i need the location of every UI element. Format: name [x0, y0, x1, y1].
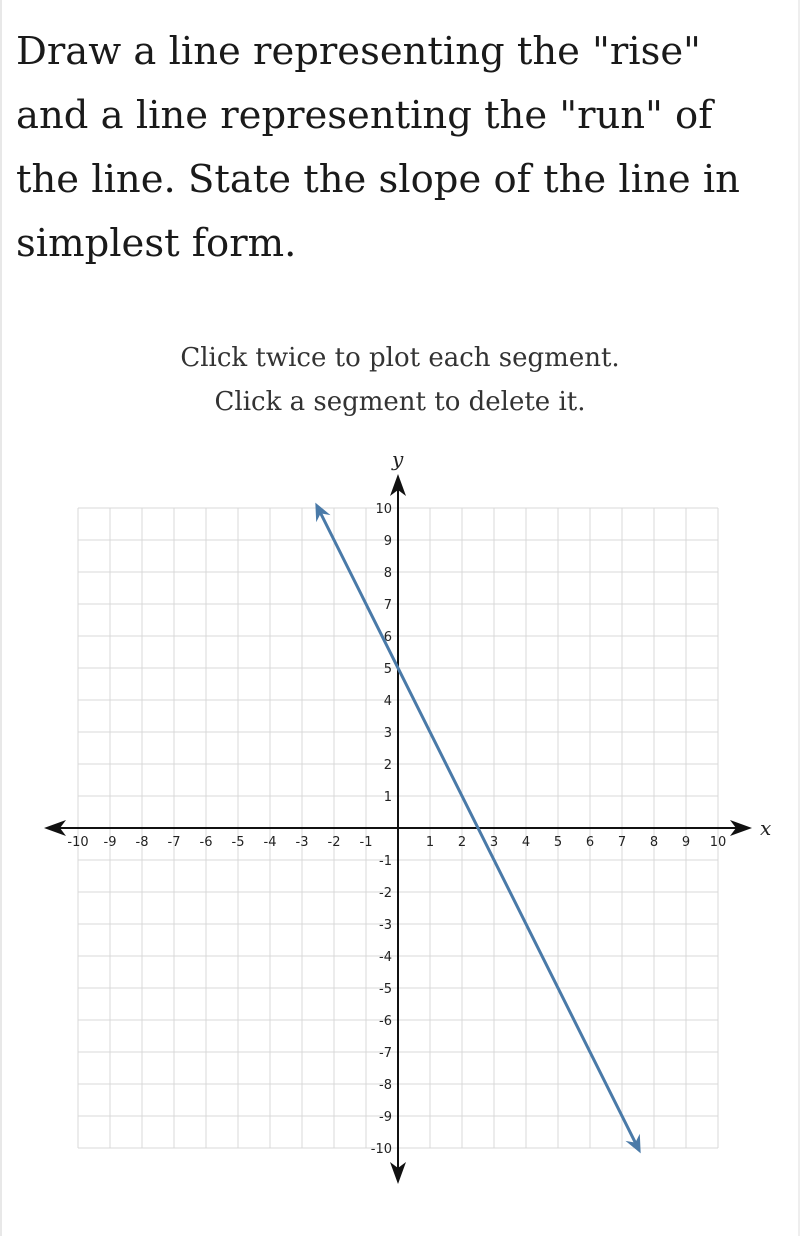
y-tick-label: -10	[370, 1142, 392, 1157]
y-tick-label: -9	[379, 1110, 392, 1125]
instruction-plot: Click twice to plot each segment.	[180, 343, 620, 373]
y-tick-label: -2	[379, 886, 392, 901]
x-tick-label: 8	[649, 835, 659, 850]
y-tick-label: 3	[383, 726, 392, 741]
axes	[44, 474, 752, 1184]
y-tick-label: 2	[383, 758, 392, 773]
tick-labels	[67, 502, 726, 1157]
x-tick-label: -3	[295, 835, 309, 850]
y-tick-label: 8	[383, 566, 392, 581]
y-tick-label: -6	[379, 1014, 392, 1029]
x-tick-label: 3	[489, 835, 499, 850]
instruction-delete: Click a segment to delete it.	[214, 387, 586, 417]
question-line: the line. State the slope of the line in	[16, 157, 740, 202]
x-tick-label: -1	[359, 835, 373, 850]
coordinate-plane[interactable]	[0, 440, 800, 1200]
y-tick-label: -1	[379, 854, 392, 869]
x-tick-label: -5	[231, 835, 245, 850]
y-tick-label: -3	[379, 918, 392, 933]
x-tick-label: -6	[199, 835, 213, 850]
x-tick-label: 6	[585, 835, 595, 850]
y-tick-label: 10	[375, 502, 392, 517]
y-tick-label: -5	[379, 982, 392, 997]
y-tick-label: 7	[383, 598, 392, 613]
y-tick-label: 9	[383, 534, 392, 549]
y-tick-label: 6	[383, 630, 392, 645]
x-tick-label: 2	[457, 835, 467, 850]
question-line: Draw a line representing the "rise"	[16, 29, 701, 74]
question-line: and a line representing the "run" of	[16, 93, 713, 138]
y-tick-label: -8	[379, 1078, 392, 1093]
x-tick-label: 5	[553, 835, 563, 850]
x-tick-label: -2	[327, 835, 341, 850]
x-tick-label: 7	[617, 835, 627, 850]
x-tick-label: -9	[103, 835, 117, 850]
x-tick-label: -10	[67, 835, 89, 850]
x-tick-label: 10	[709, 835, 727, 850]
y-axis-label: y	[392, 447, 404, 471]
x-tick-label: 9	[681, 835, 691, 850]
x-axis-label: x	[760, 816, 772, 840]
x-tick-label: 1	[425, 835, 435, 850]
question-text	[16, 20, 786, 276]
y-tick-label: -7	[379, 1046, 392, 1061]
y-tick-label: -4	[379, 950, 392, 965]
x-tick-label: -8	[135, 835, 149, 850]
y-tick-label: 4	[383, 694, 392, 709]
x-tick-label: -4	[263, 835, 277, 850]
x-tick-label: -7	[167, 835, 181, 850]
x-tick-label: 4	[521, 835, 531, 850]
question-line: simplest form.	[16, 221, 297, 266]
instructions	[0, 336, 800, 424]
y-tick-label: 1	[383, 790, 392, 805]
y-tick-label: 5	[383, 662, 392, 677]
